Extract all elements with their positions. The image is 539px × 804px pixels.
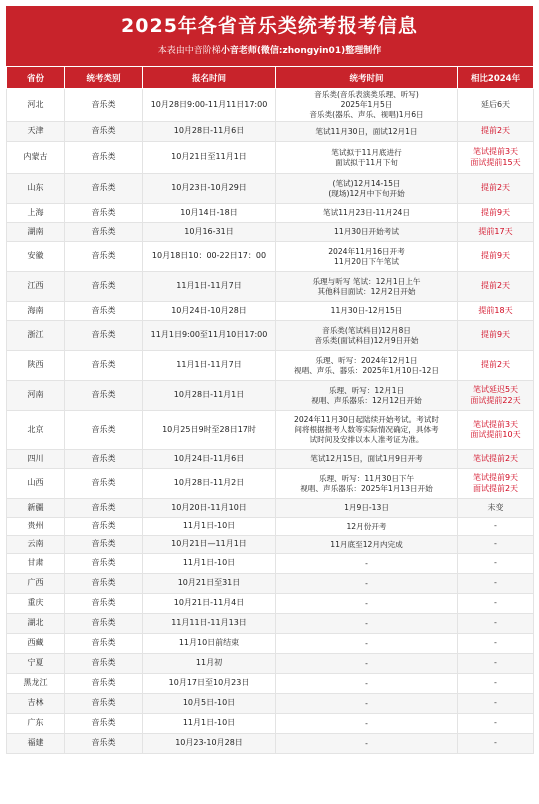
cell-exam-time [276, 122, 458, 142]
cell-province: 甘肃 [7, 554, 65, 574]
cell-compare [458, 614, 534, 634]
table-row [7, 654, 534, 674]
compare-line: 提前2天 [480, 126, 511, 136]
cell-exam-time [276, 634, 458, 654]
cell-category: 音乐类 [65, 204, 143, 223]
cell-compare [458, 734, 534, 754]
exam-time-line: 11月30日开始考试 [334, 227, 399, 236]
exam-time-line: (笔试)12月14-15日 [332, 178, 401, 188]
compare-line: - [494, 521, 497, 531]
table-row [7, 674, 534, 694]
compare-line: 面试提前10天 [470, 430, 521, 439]
exam-info-table [6, 66, 534, 754]
table-row [7, 272, 534, 302]
cell-compare [458, 272, 534, 302]
cell-exam-time [276, 450, 458, 469]
cell-category: 音乐类 [65, 142, 143, 174]
cell-category: 音乐类 [65, 674, 143, 694]
exam-time-line: 笔试拟于11月底进行 [331, 147, 402, 157]
cell-province: 河北 [7, 89, 65, 122]
cell-compare [458, 122, 534, 142]
cell-exam-time [276, 594, 458, 614]
cell-registration: 10月28日9:00-11月11日17:00 [143, 89, 276, 122]
exam-time-line: - [365, 638, 368, 648]
cell-province: 天津 [7, 122, 65, 142]
exam-time-line: - [365, 598, 368, 608]
table-row [7, 351, 534, 381]
table-row [7, 122, 534, 142]
table-row [7, 302, 534, 321]
cell-province: 湖北 [7, 614, 65, 634]
cell-exam-time [276, 469, 458, 499]
cell-compare [458, 204, 534, 223]
table-header-row [7, 67, 534, 89]
exam-time-line: 其他科目面试：12月2日开始 [317, 286, 416, 296]
cell-exam-time [276, 714, 458, 734]
exam-time-line: 2024年11月30日起陆续开始考试。考试时 [294, 415, 439, 424]
exam-time-line: 音乐类(笔试科目)12月8日 [322, 325, 411, 335]
cell-exam-time [276, 321, 458, 351]
compare-line: - [494, 618, 497, 628]
compare-line: 面试提前22天 [470, 395, 521, 405]
cell-registration: 10月21日-11月4日 [143, 594, 276, 614]
cell-province: 江西 [7, 272, 65, 302]
cell-exam-time [276, 89, 458, 122]
compare-line: 提前9天 [480, 330, 511, 340]
cell-province: 黑龙江 [7, 674, 65, 694]
cell-exam-time [276, 499, 458, 518]
cell-province: 新疆 [7, 499, 65, 518]
cell-registration: 11月1日-10日 [143, 554, 276, 574]
cell-compare [458, 554, 534, 574]
table-row [7, 321, 534, 351]
compare-line: 提前2天 [480, 183, 511, 193]
cell-category: 音乐类 [65, 694, 143, 714]
compare-line: - [494, 698, 497, 708]
cell-compare [458, 302, 534, 321]
table-row [7, 142, 534, 174]
exam-time-line: 音乐类(器乐、声乐、视唱)1月6日 [309, 110, 424, 119]
table-row [7, 450, 534, 469]
cell-province: 广西 [7, 574, 65, 594]
exam-time-line: 视唱、声乐、器乐：2025年1月10日-12日 [294, 365, 439, 375]
compare-line: - [494, 658, 497, 668]
col-header-category: 统考类别 [65, 67, 143, 89]
cell-registration: 10月28日-11月1日 [143, 381, 276, 411]
exam-time-line: 2025年1月5日 [340, 100, 393, 109]
table-row [7, 536, 534, 554]
compare-line: 面试提前15天 [470, 157, 521, 167]
compare-line: - [494, 539, 497, 549]
cell-registration: 11月1日-11月7日 [143, 272, 276, 302]
cell-category: 音乐类 [65, 634, 143, 654]
cell-category: 音乐类 [65, 381, 143, 411]
exam-time-line: - [365, 618, 368, 628]
exam-time-line: 11月30日-12月15日 [330, 306, 403, 315]
cell-exam-time [276, 174, 458, 204]
cell-category: 音乐类 [65, 734, 143, 754]
cell-province: 四川 [7, 450, 65, 469]
cell-registration: 10月5日-10日 [143, 694, 276, 714]
cell-exam-time [276, 142, 458, 174]
table-row [7, 89, 534, 122]
exam-time-line: 乐理与听写 笔试：12月1日上午 [312, 276, 421, 286]
page-subtitle [6, 44, 533, 58]
compare-line: 面试提前2天 [472, 483, 519, 493]
cell-province: 广东 [7, 714, 65, 734]
cell-exam-time [276, 674, 458, 694]
cell-category: 音乐类 [65, 614, 143, 634]
exam-time-line: 试时间及安排以本人准考证为准。 [309, 435, 424, 444]
table-row [7, 634, 534, 654]
cell-compare [458, 450, 534, 469]
col-header-registration: 报名时间 [143, 67, 276, 89]
cell-category: 音乐类 [65, 594, 143, 614]
cell-registration: 10月28日-11月2日 [143, 469, 276, 499]
cell-province: 浙江 [7, 321, 65, 351]
cell-province: 陕西 [7, 351, 65, 381]
cell-category: 音乐类 [65, 654, 143, 674]
cell-category: 音乐类 [65, 321, 143, 351]
cell-exam-time [276, 272, 458, 302]
table-row [7, 174, 534, 204]
cell-registration: 10月24日-11月6日 [143, 450, 276, 469]
cell-category: 音乐类 [65, 411, 143, 450]
exam-time-line: 乐理、听写：11月30日下午 [318, 473, 415, 483]
cell-exam-time [276, 381, 458, 411]
compare-line: - [494, 738, 497, 748]
compare-line: 笔试延迟5天 [472, 385, 519, 394]
compare-line: 提前17天 [478, 226, 513, 236]
cell-category: 音乐类 [65, 302, 143, 321]
cell-exam-time [276, 536, 458, 554]
col-header-province: 省份 [7, 67, 65, 89]
table-row [7, 411, 534, 450]
table-row [7, 518, 534, 536]
cell-province: 上海 [7, 204, 65, 223]
cell-registration: 11月1日-10日 [143, 518, 276, 536]
cell-exam-time [276, 411, 458, 450]
cell-compare [458, 174, 534, 204]
table-body [7, 89, 534, 754]
cell-registration: 11月10日前结束 [143, 634, 276, 654]
cell-registration: 10月17日至10月23日 [143, 674, 276, 694]
cell-registration: 10月21日至11月1日 [143, 142, 276, 174]
cell-exam-time [276, 351, 458, 381]
header-banner [6, 6, 533, 66]
cell-category: 音乐类 [65, 242, 143, 272]
compare-line: 笔试提前2天 [472, 453, 519, 463]
cell-exam-time [276, 574, 458, 594]
exam-time-line: - [365, 678, 368, 688]
compare-line: 提前9天 [480, 251, 511, 261]
cell-category: 音乐类 [65, 714, 143, 734]
table-row [7, 223, 534, 242]
subtitle-author: 小音老师(微信:zhongyin01)整理制作 [220, 46, 382, 56]
cell-category: 音乐类 [65, 272, 143, 302]
cell-province: 海南 [7, 302, 65, 321]
cell-province: 北京 [7, 411, 65, 450]
cell-compare [458, 694, 534, 714]
cell-category: 音乐类 [65, 122, 143, 142]
table-row [7, 381, 534, 411]
cell-compare [458, 714, 534, 734]
compare-line: - [494, 578, 497, 588]
cell-province: 福建 [7, 734, 65, 754]
cell-province: 河南 [7, 381, 65, 411]
col-header-compare: 相比2024年 [458, 67, 534, 89]
cell-registration: 11月1日-11月7日 [143, 351, 276, 381]
table-row [7, 714, 534, 734]
cell-category: 音乐类 [65, 469, 143, 499]
cell-compare [458, 574, 534, 594]
cell-compare [458, 89, 534, 122]
cell-category: 音乐类 [65, 536, 143, 554]
exam-time-line: 音乐类(面试科目)12月9日开始 [314, 335, 419, 345]
cell-exam-time [276, 614, 458, 634]
cell-exam-time [276, 654, 458, 674]
cell-registration: 11月11日-11月13日 [143, 614, 276, 634]
cell-category: 音乐类 [65, 518, 143, 536]
cell-province: 山西 [7, 469, 65, 499]
cell-registration: 10月18日10：00-22日17：00 [143, 242, 276, 272]
cell-exam-time [276, 518, 458, 536]
table-row [7, 574, 534, 594]
cell-registration: 10月16-31日 [143, 223, 276, 242]
exam-time-line: - [365, 658, 368, 668]
exam-time-line: 12月份开考 [346, 521, 387, 531]
compare-line: - [494, 558, 497, 568]
cell-category: 音乐类 [65, 450, 143, 469]
cell-registration: 10月21日至31日 [143, 574, 276, 594]
compare-line: 笔试提前9天 [472, 473, 519, 482]
cell-category: 音乐类 [65, 499, 143, 518]
cell-registration: 10月20日-11月10日 [143, 499, 276, 518]
table-row [7, 554, 534, 574]
cell-compare [458, 351, 534, 381]
table-row [7, 734, 534, 754]
exam-time-line: 间将根据报考人数等实际情况确定，具体考 [294, 425, 439, 434]
cell-province: 西藏 [7, 634, 65, 654]
exam-time-line: - [365, 738, 368, 748]
compare-line: - [494, 718, 497, 728]
exam-time-line: 乐理、听写：2024年12月1日 [315, 355, 418, 365]
cell-exam-time [276, 734, 458, 754]
cell-exam-time [276, 204, 458, 223]
cell-compare [458, 499, 534, 518]
cell-registration: 10月25日9时至28日17时 [143, 411, 276, 450]
cell-registration: 10月23-10月28日 [143, 734, 276, 754]
exam-time-line: - [365, 578, 368, 588]
compare-line: 未变 [487, 502, 504, 512]
cell-compare [458, 674, 534, 694]
exam-time-line: 视唱、声乐器乐：12月12日开始 [311, 395, 422, 405]
cell-province: 宁夏 [7, 654, 65, 674]
exam-time-line: (现场)12月中下旬开始 [328, 188, 405, 198]
table-row [7, 469, 534, 499]
compare-line: - [494, 638, 497, 648]
compare-line: 笔试提前3天 [472, 147, 519, 156]
exam-time-line: - [365, 558, 368, 568]
cell-registration: 10月24日-10月28日 [143, 302, 276, 321]
exam-time-line: 笔试12月15日，面试1月9日开考 [310, 454, 423, 463]
col-header-exam-time: 统考时间 [276, 67, 458, 89]
compare-line: - [494, 598, 497, 608]
cell-exam-time [276, 242, 458, 272]
compare-line: 提前2天 [480, 281, 511, 291]
cell-province: 山东 [7, 174, 65, 204]
cell-compare [458, 242, 534, 272]
cell-compare [458, 518, 534, 536]
compare-line: - [494, 678, 497, 688]
cell-category: 音乐类 [65, 174, 143, 204]
cell-category: 音乐类 [65, 554, 143, 574]
cell-registration: 11月初 [143, 654, 276, 674]
exam-time-line: 11月20日下午笔试 [334, 256, 399, 266]
cell-province: 重庆 [7, 594, 65, 614]
cell-exam-time [276, 223, 458, 242]
subtitle-prefix: 本表由中音阶梯 [157, 46, 221, 56]
cell-compare [458, 142, 534, 174]
cell-exam-time [276, 554, 458, 574]
page-title: 2025年各省音乐类统考报考信息 [121, 15, 418, 37]
exam-time-line: 视唱、声乐器乐：2025年1月13日开始 [300, 483, 433, 493]
exam-time-line: - [365, 698, 368, 708]
compare-line: 提前2天 [480, 360, 511, 370]
cell-registration: 10月28日-11月6日 [143, 122, 276, 142]
cell-province: 贵州 [7, 518, 65, 536]
exam-time-line: 面试拟于11月下旬 [335, 157, 398, 167]
exam-time-line: 音乐类(音乐表演类乐理、听写) [314, 90, 419, 99]
cell-category: 音乐类 [65, 89, 143, 122]
cell-compare [458, 634, 534, 654]
cell-compare [458, 223, 534, 242]
cell-registration: 11月1日9:00至11月10日17:00 [143, 321, 276, 351]
table-row [7, 594, 534, 614]
compare-line: 提前18天 [478, 305, 513, 315]
exam-time-line: 乐理、听写：12月1日 [328, 385, 405, 395]
cell-registration: 10月14日-18日 [143, 204, 276, 223]
table-row [7, 204, 534, 223]
cell-province: 内蒙古 [7, 142, 65, 174]
compare-line: 提前9天 [480, 207, 511, 217]
exam-time-line: 2024年11月16日开考 [328, 246, 405, 256]
table-row [7, 694, 534, 714]
compare-line: 延后6天 [480, 99, 511, 109]
table-row [7, 499, 534, 518]
cell-exam-time [276, 302, 458, 321]
table-row [7, 614, 534, 634]
cell-category: 音乐类 [65, 223, 143, 242]
cell-category: 音乐类 [65, 574, 143, 594]
cell-registration: 11月1日-10日 [143, 714, 276, 734]
cell-compare [458, 594, 534, 614]
cell-compare [458, 654, 534, 674]
exam-time-line: 笔试11月30日，面试12月1日 [315, 126, 418, 136]
exam-time-line: - [365, 718, 368, 728]
cell-province: 吉林 [7, 694, 65, 714]
cell-province: 云南 [7, 536, 65, 554]
cell-registration: 10月23日-10月29日 [143, 174, 276, 204]
exam-time-line: 1月9日-13日 [344, 503, 389, 512]
compare-line: 笔试提前3天 [472, 419, 519, 429]
exam-time-line: 11月底至12月内完成 [330, 539, 403, 549]
cell-compare [458, 381, 534, 411]
cell-registration: 10月21日—11月1日 [143, 536, 276, 554]
cell-category: 音乐类 [65, 351, 143, 381]
cell-compare [458, 411, 534, 450]
cell-exam-time [276, 694, 458, 714]
cell-province: 湖南 [7, 223, 65, 242]
cell-compare [458, 321, 534, 351]
cell-province: 安徽 [7, 242, 65, 272]
cell-compare [458, 469, 534, 499]
exam-time-line: 笔试11月23日-11月24日 [323, 208, 410, 217]
cell-compare [458, 536, 534, 554]
table-row [7, 242, 534, 272]
